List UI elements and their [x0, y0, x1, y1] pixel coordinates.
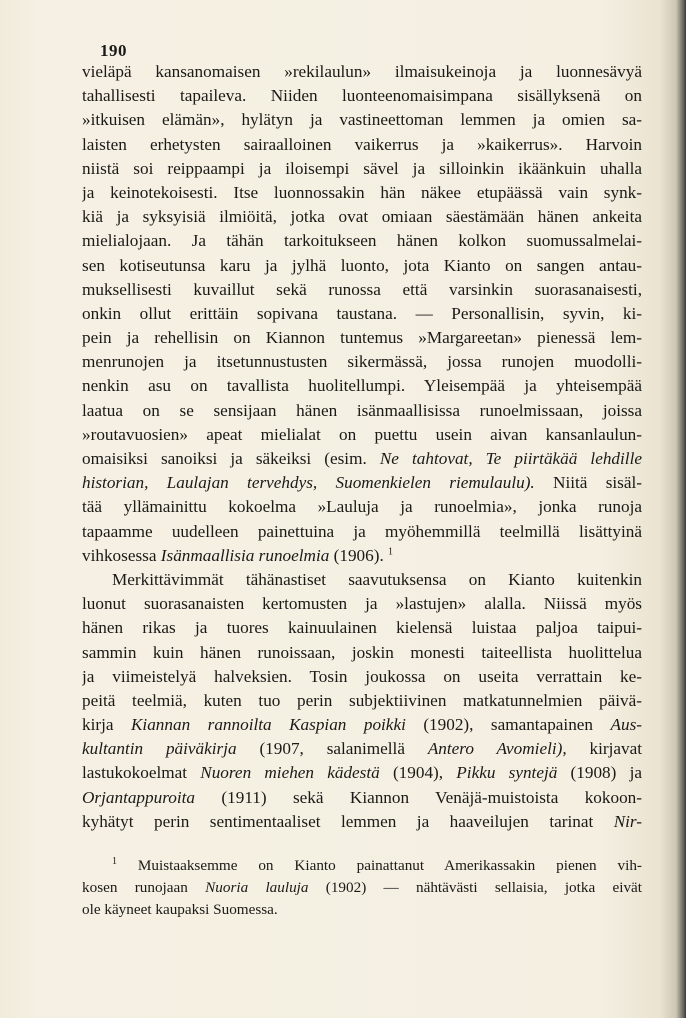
footnote-marker: 1 [112, 855, 117, 867]
work-title: Nuoria lauluja [205, 879, 309, 896]
text-line: peitä teelmiä, kuten tuo perin subjektiivinen matkatunnelmien päivä- [82, 690, 642, 710]
text-run: (1902), samantapainen [405, 715, 611, 735]
text-line [82, 544, 642, 568]
text-line: tapaamme uudelleen painettuina ja myöhemmillä teelmillä lisättyinä [82, 521, 642, 541]
footnote-ref: 1 [388, 546, 394, 558]
text-run: (1907, salanimellä [236, 739, 428, 759]
text-line: tää yllämainittu kokoelma »Lauluja ja runoelmia», jonka runoja [82, 497, 642, 517]
work-title: Aus- [610, 715, 642, 735]
text-run: lastukokoelmat [82, 763, 201, 783]
text-run: kirja [82, 715, 131, 735]
text-line: Merkittävimmät tähänastiset saavutuksensa on Kianto kuitenkin [112, 569, 642, 589]
text-line: »routavuosien» apeat mielialat on puettu usein aivan kansanlaulun- [82, 424, 642, 444]
text-line [82, 761, 642, 785]
text-run: (1911) sekä Kiannon Venäjä-muistoista kokoon- [195, 787, 642, 807]
text-run: kirjavat [566, 739, 642, 759]
text-run: Muistaaksemme on Kianto painattanut Amerikassakin pienen vih- [117, 857, 642, 874]
text-line: onkin ollut erittäin sopivana taustana. — Personallisin, syvin, ki- [82, 303, 642, 323]
text-line: nenkin asu on tavallista huolitellumpi. Yleisempää ja yhteisempää [82, 376, 642, 396]
work-title: Pikku syntejä [456, 763, 558, 783]
footnote-line: ole käyneet kaupaksi Suomessa. [82, 901, 278, 918]
text-line: pein ja rehellisin on Kiannon tuntemus »Margareetan» pienessä lem- [82, 328, 642, 348]
text-line: muksellisesti kuvaillut sekä runossa että varsinkin suorasanaisesti, [82, 279, 642, 299]
text-run: kosen runojaan [82, 879, 206, 896]
text-run: Niitä sisäl- [534, 473, 642, 493]
work-title: Kiannan rannoilta Kaspian poikki [130, 715, 406, 735]
text-run: omaisiksi sanoiksi ja säkeiksi (esim. [82, 449, 367, 468]
work-title: Ne tahtovat, Te piirtäkää lehdille [379, 449, 642, 468]
text-run: kyhätyt perin sentimentaaliset lemmen ja haaveilujen tarinat [82, 811, 614, 831]
text-line: ja viimeistelyä halveksien. Tosin joukossa on useita verrattain ke- [82, 666, 642, 686]
text-run: (1906). [329, 545, 384, 565]
text-run: (1904), [379, 763, 457, 783]
text-line: luonut suorasanaisten kertomusten ja »lastujen» alalla. Niissä myös [82, 594, 642, 614]
work-title: Nuoren miehen kädestä [200, 763, 380, 783]
footnote-line [82, 855, 642, 877]
text-line: niistä soi reippaampi ja iloisempi sävel ja silloinkin ikäänkuin uhalla [82, 158, 642, 178]
text-line: ja keinotekoisesti. Itse luonnossakin hän näkee etupäässä vain synk- [82, 182, 642, 202]
text-run: (1902) — nähtävästi sellaisia, jotka eivät [308, 879, 642, 896]
text-line: »itkuisen elämän», hylätyn ja vastineettoman lemmen ja omien sa- [82, 110, 642, 130]
text-line: sen kotiseutunsa karu ja jylhä luonto, jota Kianto on sangen antau- [82, 255, 642, 275]
text-line [82, 471, 642, 495]
text-run: (1908) ja [557, 763, 642, 783]
text-line: mielialojaan. Ja tähän tarkoitukseen hänen kolkon suomussalmelai- [82, 231, 642, 251]
text-line: laisten erhetysten sairaalloinen vaikerrus ja »kaikerrus». Harvoin [82, 134, 642, 154]
text-line: sammin kuin hänen runoissaan, joskin monesti taiteellista huolittelua [82, 642, 642, 662]
text-line: hänen rikas ja tuores kainuulainen kielensä luistaa paljoa taipui- [82, 618, 642, 638]
text-line [82, 810, 642, 834]
text-line: vieläpä kansanomaisen »rekilaulun» ilmaisukeinoja ja luonnesävyä [82, 62, 642, 81]
text-line: menrunojen ja itsetunnustusten sikermässä, jossa runojen muodolli- [82, 352, 642, 372]
text-line: tahallisesti tapaileva. Niiden luonteenomaisimpana sisällyksenä on [82, 86, 642, 106]
work-title: Orjantappuroita [82, 787, 196, 807]
text-run: vihkosessa [82, 545, 161, 565]
footnote [82, 855, 642, 921]
text-line: laatua on se sensijaan hänen isänmaallisissa runoelmissaan, joissa [82, 400, 642, 420]
text-line [82, 447, 642, 471]
work-title: historian, Laulajan tervehdys, Suomenkielen riemulaulu). [82, 473, 535, 493]
work-title: Antero Avomieli), [427, 739, 567, 759]
work-title: kultantin päiväkirja [82, 739, 237, 759]
text-line [82, 713, 642, 737]
text-line [82, 786, 642, 810]
text-line: kiä ja syksyisiä ilmiöitä, jotka ovat omiaan säestämään hänen ankeita [82, 207, 642, 227]
work-title: Isänmaallisia runoelmia [160, 545, 330, 565]
work-title: Nir- [613, 811, 642, 831]
main-text [82, 60, 642, 834]
text-line [82, 737, 642, 761]
footnote-line [82, 877, 642, 899]
page-number: 190 [100, 41, 127, 60]
